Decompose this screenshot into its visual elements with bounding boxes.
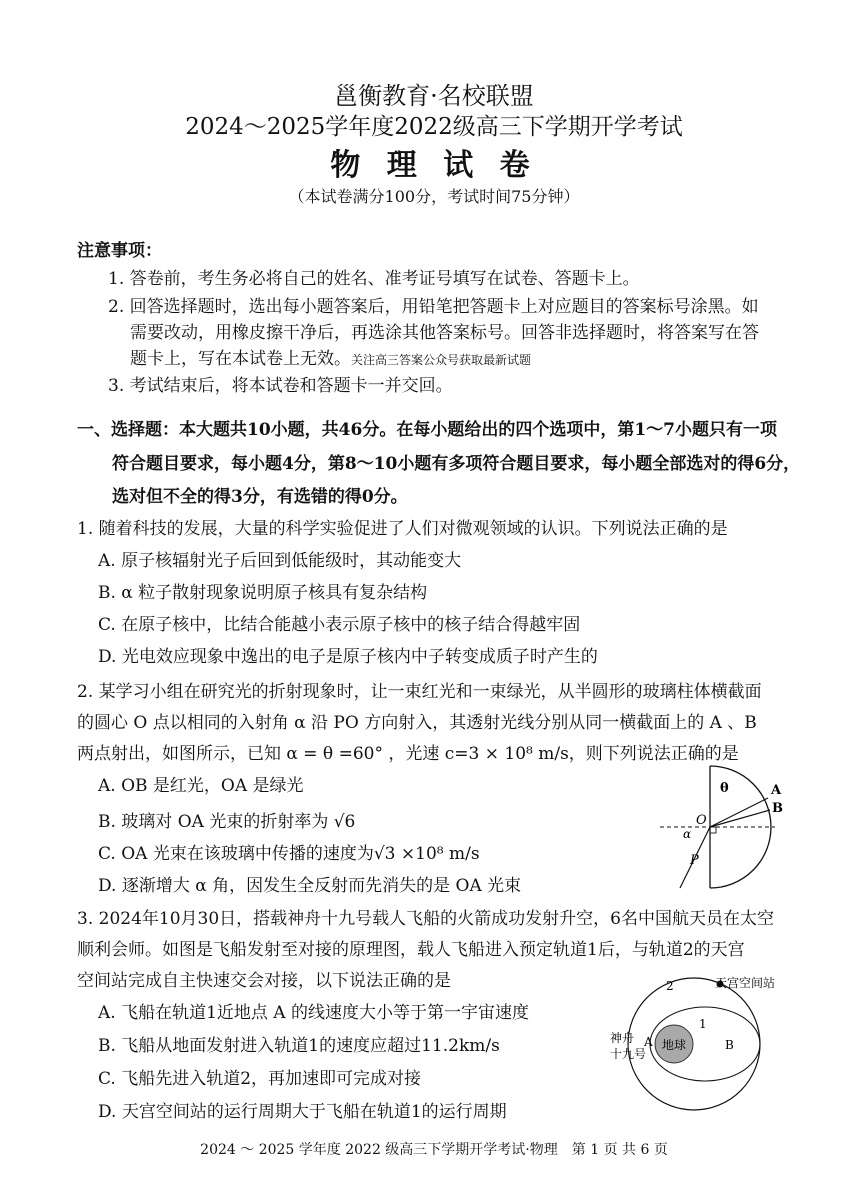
label-ship-1: 神舟 xyxy=(610,1031,635,1045)
label-theta: θ xyxy=(720,781,729,796)
q1-option-c: C. 在原子核中，比结合能越小表示原子核中的核子结合得越牢固 xyxy=(98,615,581,635)
label-earth: 地球 xyxy=(662,1038,687,1052)
exam-session-title: 2024～2025学年度2022级高三下学期开学考试 xyxy=(185,114,683,140)
label-alpha: α xyxy=(683,827,692,841)
q2-option-c: C. OA 光束在该玻璃中传播的速度为√3 ×10⁸ m/s xyxy=(98,844,480,864)
notice-item-2: 2. 回答选择题时，选出每小题答案后，用铅笔把答题卡上对应题目的答案标号涂黑。如 xyxy=(108,297,759,317)
exam-subject-title: 物 理 试 卷 xyxy=(330,148,538,183)
q3-option-b: B. 飞船从地面发射进入轨道1的速度应超过11.2km/s xyxy=(98,1036,500,1056)
notice-item-3: 3. 考试结束后，将本试卷和答题卡一并交回。 xyxy=(108,376,453,396)
label-point-a: A xyxy=(644,1035,653,1049)
label-p: P xyxy=(690,853,699,868)
notice-heading: 注意事项： xyxy=(77,241,162,261)
q2-stem-3: 两点射出，如图所示，已知 α = θ =60° ，光速 c=3 × 10⁸ m/s，则下列说法正确的是 xyxy=(77,744,739,764)
q3-stem-2: 顺利会师。如图是飞船发射至对接的原理图，载人飞船进入预定轨道1后，与轨道2的天宫 xyxy=(77,940,745,960)
q2-option-d: D. 逐渐增大 α 角，因发生全反射而先消失的是 OA 光束 xyxy=(98,876,522,896)
q3-stem-1: 3. 2024年10月30日，搭载神舟十九号载人飞船的火箭成功发射升空，6名中国航天员在太空 xyxy=(77,909,774,929)
label-orbit-1: 1 xyxy=(699,1017,707,1031)
label-point-b: B xyxy=(725,1038,734,1052)
section-1-intro-end: 选对但不全的得3分，有选错的得0分。 xyxy=(112,487,408,507)
q3-orbit-diagram xyxy=(604,966,794,1114)
q2-stem-1: 2. 某学习小组在研究光的折射现象时，让一束红光和一束绿光，从半圆形的玻璃柱体横截面 xyxy=(77,682,762,702)
notice-item-2-end: 题卡上，写在本试卷上无效。关注高三答案公众号获取最新试题 xyxy=(130,349,532,369)
label-orbit-2: 2 xyxy=(666,979,674,993)
label-o: O xyxy=(696,813,707,828)
label-a: A xyxy=(771,783,782,798)
q3-option-a: A. 飞船在轨道1近地点 A 的线速度大小等于第一宇宙速度 xyxy=(98,1003,529,1023)
q2-stem-2: 的圆心 O 点以相同的入射角 α 沿 PO 方向射入，其透射光线分别从同一横截面上的 A 、B xyxy=(77,713,757,733)
notice-watermark-text: 关注高三答案公众号获取最新试题 xyxy=(351,353,532,367)
q3-option-d: D. 天宫空间站的运行周期大于飞船在轨道1的运行周期 xyxy=(98,1102,507,1122)
label-station: 天宫空间站 xyxy=(715,976,776,990)
q1-option-a: A. 原子核辐射光子后回到低能级时，其动能变大 xyxy=(98,551,462,571)
q3-stem-3: 空间站完成自主快速交会对接，以下说法正确的是 xyxy=(77,971,451,991)
section-1-intro-cont: 符合题目要求，每小题4分，第8～10小题有多项符合题目要求，每小题全部选对的得6分， xyxy=(112,454,801,474)
notice-item-1: 1. 答卷前，考生务必将自己的姓名、准考证号填写在试卷、答题卡上。 xyxy=(108,269,640,289)
section-1-intro: 一、选择题：本大题共10小题，共46分。在每小题给出的四个选项中，第1～7小题只有一项 xyxy=(77,420,777,440)
right-angle-mark xyxy=(710,827,716,833)
label-b: B xyxy=(772,801,783,816)
q1-option-d: D. 光电效应现象中逸出的电子是原子核内中子转变成质子时产生的 xyxy=(98,647,598,667)
page-footer: 2024 ～ 2025 学年度 2022 级高三下学期开学考试·物理 第 1 页 共 6 页 xyxy=(200,1142,668,1158)
q3-option-c: C. 飞船先进入轨道2，再加速即可完成对接 xyxy=(98,1069,422,1089)
q2-option-a: A. OB 是红光，OA 是绿光 xyxy=(98,776,304,796)
q1-option-b: B. α 粒子散射现象说明原子核具有复杂结构 xyxy=(98,583,428,603)
q1-stem: 1. 随着科技的发展，大量的科学实验促进了人们对微观领域的认识。下列说法正确的是 xyxy=(77,519,728,539)
exam-score-time-note: （本试卷满分100分，考试时间75分钟） xyxy=(288,187,580,206)
notice-item-2-cont: 需要改动，用橡皮擦干净后，再选涂其他答案标号。回答非选择题时，将答案写在答 xyxy=(130,323,759,343)
q2-option-b: B. 玻璃对 OA 光束的折射率为 √6 xyxy=(98,812,356,832)
q2-refraction-diagram xyxy=(660,758,810,896)
exam-org-title: 邕衡教育·名校联盟 xyxy=(334,82,534,110)
label-ship-2: 十九号 xyxy=(610,1047,647,1061)
